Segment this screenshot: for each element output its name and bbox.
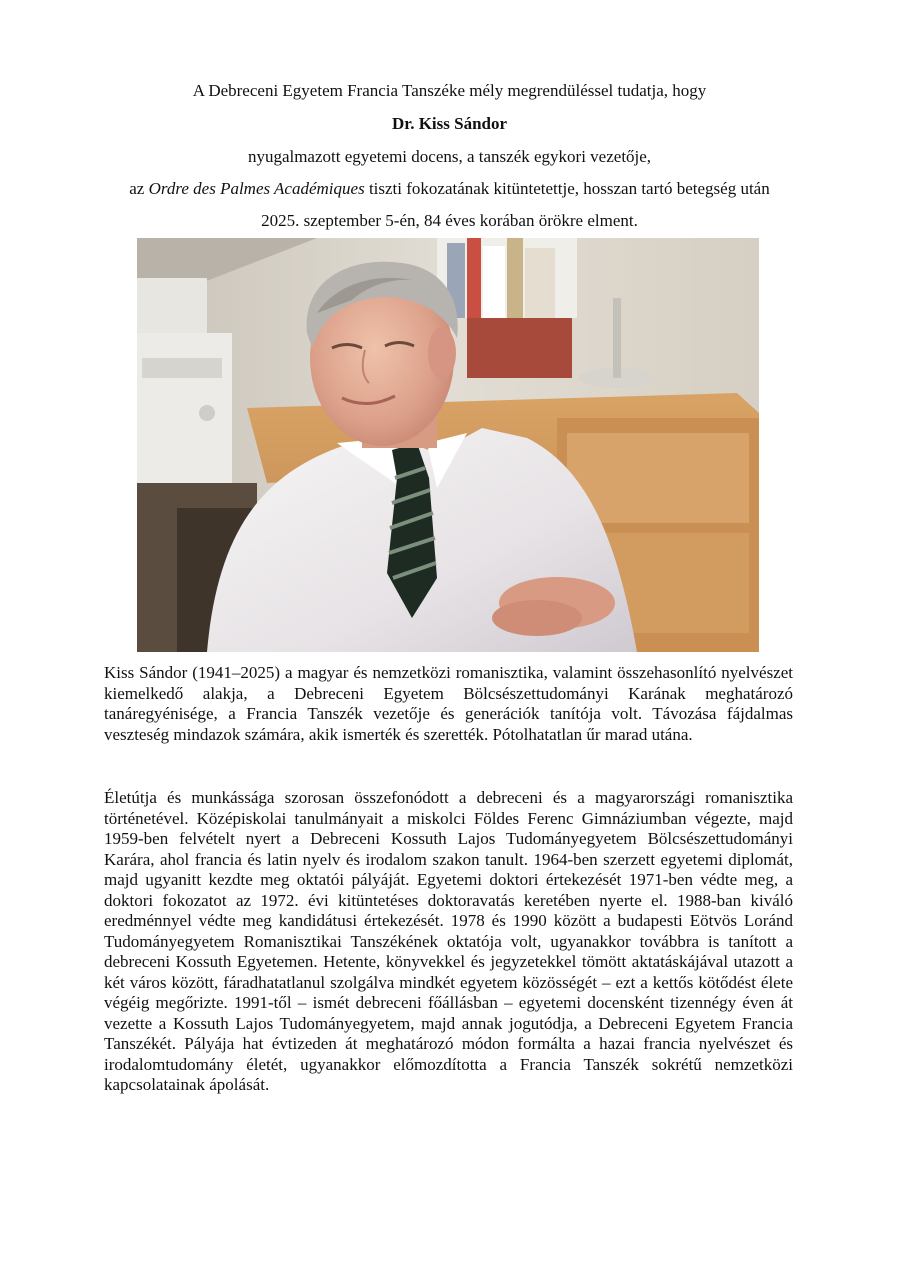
body-paragraph-1: Kiss Sándor (1941–2025) a magyar és nemzetközi romanisztika, valamint összehasonlító nyelvészet kiemelkedő alakja, a Debreceni Egyetem Bölcsészettudományi Karának meghatározó tanáregyénisége, a Francia Tanszék vezetője és generációk tanítója volt. Távozása fájdalmas veszteség mindazok számára, akik ismerték és szerették. Pótolhatatlan űr marad utána. <box>104 663 793 744</box>
award-line <box>90 178 809 200</box>
date-line: 2025. szeptember 5-én, 84 éves korában örökre elment. <box>261 211 638 230</box>
award-name: Ordre des Palmes Académiques <box>148 179 365 198</box>
award-prefix: az <box>129 179 149 198</box>
deceased-role: nyugalmazott egyetemi docens, a tanszék egykori vezetője, <box>247 147 652 166</box>
award-suffix: tiszti fokozatának kitüntetettje, hosszan tartó betegség után <box>364 179 770 198</box>
notice-intro: A Debreceni Egyetem Francia Tanszéke mély megrendüléssel tudatja, hogy <box>192 81 707 100</box>
deceased-name: Dr. Kiss Sándor <box>391 114 508 133</box>
portrait-photo <box>137 238 759 652</box>
body-paragraph-2: Életútja és munkássága szorosan összefonódott a debreceni és a magyarországi romanisztika történetével. Középiskolai tanulmányait a miskolci Földes Ferenc Gimnáziumban végezte, majd 1959-ben felvételt nyert a Debreceni Kossuth Lajos Tudományegyetem Bölcsészettudományi Karára, ahol francia és latin nyelv és irodalom szakon tanult. 1964-ben szerzett egyetemi diplomát, majd ugyanitt kezdte meg oktatói pályáját. Egyetemi doktori értekezését 1971-ben védte meg, a doktori fokozatot az 1972. évi kitüntetéses doktoravatás keretében nyerte el. 1988-ban kiváló eredménnyel védte meg kandidátusi értekezését. 1978 és 1990 között a budapesti Eötvös Loránd Tudományegyetem Romanisztikai Tanszékének oktatója volt, ugyanakkor továbbra is tanított a debreceni Kossuth Egyetemen. Hetente, könyvekkel és jegyzetekkel tömött aktatáskájával utazott a két város között, fáradhatatlanul szolgálva mindkét egyetem közösségét – ezt a kettős kötődést élete végéig megőrizte. 1991-től – ismét debreceni főállásban – egyetemi docensként tizennégy éven át vezette a Kossuth Lajos Tudományegyetem, majd annak jogutódja, a Debreceni Egyetem Francia Tanszékét. Pályája hat évtizeden át meghatározó módon formálta a hazai francia nyelvészet és irodalomtudomány életét, ugyanakkor előmozdította a Francia Tanszék sokrétű nemzetközi kapcsolatainak ápolását. <box>104 788 793 1094</box>
